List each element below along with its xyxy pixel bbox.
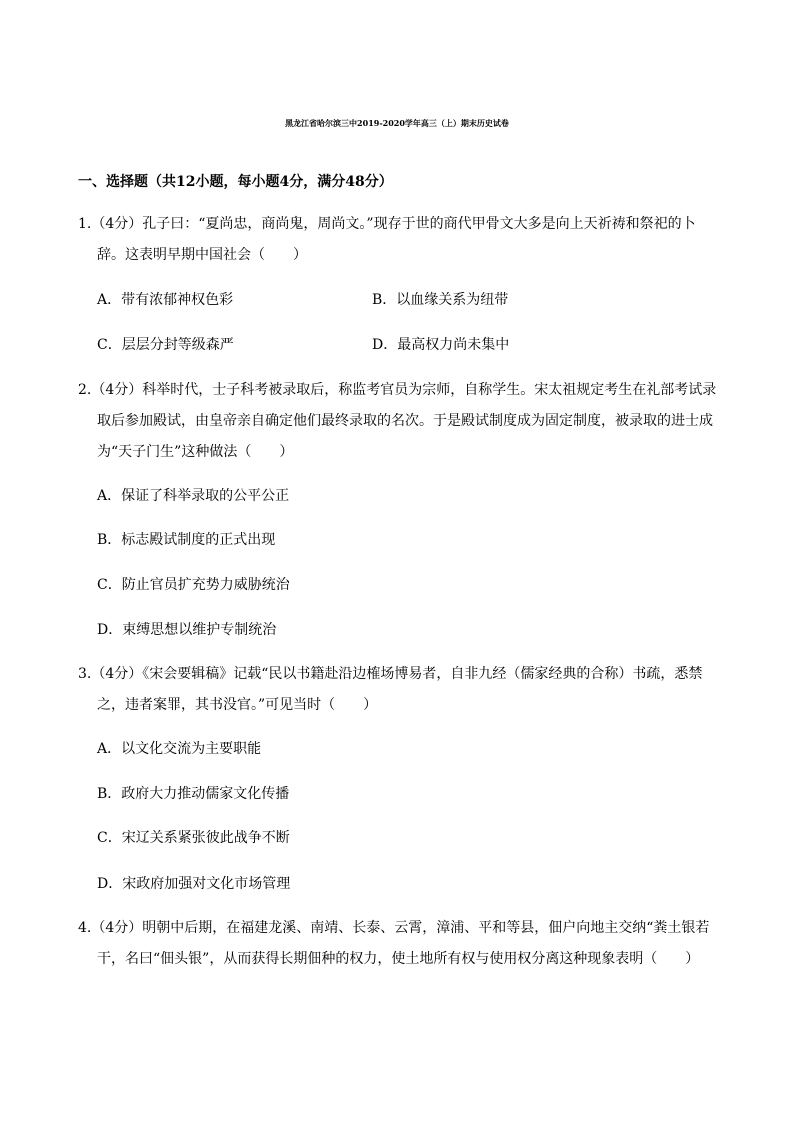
question-text-line: 辞。这表明早期中国社会（ ） [97,247,307,263]
question-text-line: 干，名曰“佃头银”，从而获得长期佃种的权力，使土地所有权与使用权分离这种现象表明（ ） [97,951,700,967]
question-text-line: 之，违者案罪，其书没官。”可见当时（ ） [97,697,378,713]
option-c: C．宋辽关系紧张彼此战争不断 [97,830,290,846]
question-text-line: 3.（4分）《宋会要辑稿》记载“民以书籍赴沿边榷场博易者，自非九经（儒家经典的合称）书疏，悉禁 [78,666,703,682]
option-d: D．最高权力尚未集中 [372,337,510,353]
section-heading: 一、选择题（共12小题，每小题4分，满分48分） [78,174,393,190]
question-text-line: 1.（4分）孔子曰：“夏尚忠，商尚鬼，周尚文。”现存于世的商代甲骨文大多是向上天祈祷和祭祀的卜 [78,216,696,232]
option-d: D．束缚思想以维护专制统治 [97,622,277,638]
question-text-line: 取后参加殿试，由皇帝亲自确定他们最终录取的名次。于是殿试制度成为固定制度，被录取的进士成 [97,413,713,429]
question-text-line: 4.（4分）明朝中后期，在福建龙溪、南靖、长泰、云霄，漳浦、平和等县，佃户向地主交纳“粪土银若 [78,920,710,936]
option-c: C．层层分封等级森严 [97,337,234,353]
option-a: A．带有浓郁神权色彩 [97,292,234,308]
option-b: B．以血缘关系为纽带 [372,292,509,308]
option-a: A．以文化交流为主要职能 [97,741,262,757]
option-b: B．标志殿试制度的正式出现 [97,532,276,548]
question-text-line: 为“天子门生”这种做法（ ） [97,444,294,460]
option-b: B．政府大力推动儒家文化传播 [97,786,290,802]
option-c: C．防止官员扩充势力威胁统治 [97,577,290,593]
option-a: A．保证了科举录取的公平公正 [97,488,290,504]
page-title: 黑龙江省哈尔滨三中2019-2020学年高三（上）期末历史试卷 [285,118,509,128]
option-d: D．宋政府加强对文化市场管理 [97,876,291,892]
question-text-line: 2.（4分）科举时代，士子科考被录取后，称监考官员为宗师，自称学生。宋太祖规定考生在礼部考试录 [78,382,717,398]
